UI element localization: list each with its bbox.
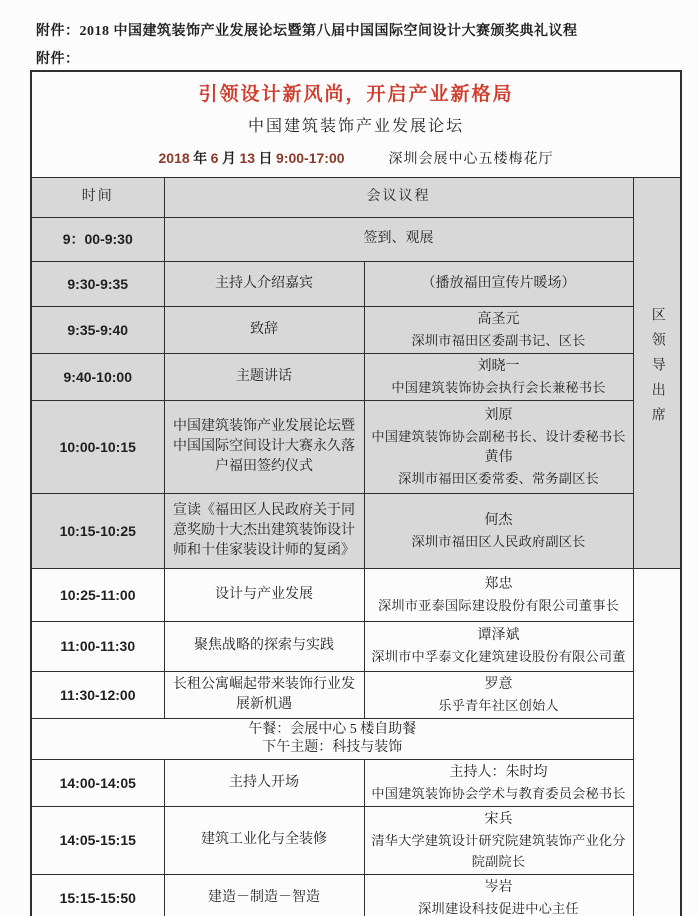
table-row (31, 759, 681, 806)
time-cell: 9:40-10:00 (31, 353, 164, 400)
speaker-cell (364, 621, 633, 671)
table-row (31, 493, 681, 568)
forum-slogan: 引领设计新风尚，开启产业新格局 (198, 83, 514, 105)
speaker-title: 中国建筑装饰协会执行会长兼秘书长 (391, 379, 606, 395)
topic-cell: 聚焦战略的探索与实践 (164, 621, 364, 671)
lunch-cell (31, 718, 633, 759)
time-cell: 14:00-14:05 (31, 759, 164, 806)
time-cell: 15:15-15:50 (31, 874, 164, 916)
col-header-program: 会议议程 (164, 177, 633, 217)
speaker-cell (364, 353, 633, 400)
table-row (31, 353, 681, 400)
topic-cell: 建筑工业化与全装修 (164, 806, 364, 874)
banner-datetime: 2018 年 6 月 13 日 9:00-17:00 (158, 149, 345, 167)
time-cell: 9：00-9:30 (31, 217, 164, 261)
speaker-name: 岑岩 (484, 879, 513, 895)
time-cell: 9:35-9:40 (31, 306, 164, 353)
topic-cell: 主题讲话 (164, 353, 364, 400)
time-cell: 14:05-15:15 (31, 806, 164, 874)
time-cell: 11:00-11:30 (31, 621, 164, 671)
topic-cell: 建造－制造－智造 (164, 874, 364, 916)
afternoon-theme-line: 下午主题：科技与装饰 (262, 739, 403, 755)
table-row (31, 217, 681, 261)
table-row (31, 806, 681, 874)
speaker-name: 刘原 (484, 407, 513, 423)
speaker-name: 黄伟 (484, 449, 513, 465)
speaker-title: 深圳建设科技促进中心主任 (418, 900, 579, 916)
topic-cell: 设计与产业发展 (164, 568, 364, 621)
topic-cell: 致辞 (164, 306, 364, 353)
speaker-cell (364, 400, 633, 493)
activity-cell: 签到、观展 (164, 217, 633, 261)
speaker-title: 中国建筑装饰协会副秘书长、设计委秘书长 (371, 428, 626, 444)
speaker-title: 乐乎青年社区创始人 (438, 697, 559, 713)
speaker-cell (364, 806, 633, 874)
time-cell: 9:30-9:35 (31, 261, 164, 306)
topic-cell: 长租公寓崛起带来装饰行业发展新机遇 (164, 671, 364, 718)
time-cell: 10:15-10:25 (31, 493, 164, 568)
lunch-row (31, 718, 681, 759)
topic-cell: 主持人介绍嘉宾 (164, 261, 364, 306)
time-cell: 10:25-11:00 (31, 568, 164, 621)
side-note-text: 区领导出席 (649, 306, 665, 432)
note-cell: （播放福田宣传片暖场） (364, 261, 633, 306)
agenda-table (30, 70, 682, 916)
lunch-line: 午餐：会展中心 5 楼自助餐 (248, 721, 417, 737)
time-cell: 11:30-12:00 (31, 671, 164, 718)
speaker-name: 郑忠 (484, 576, 513, 592)
speaker-cell (364, 671, 633, 718)
topic-cell: 中国建筑装饰产业发展论坛暨中国国际空间设计大赛永久落户福田签约仪式 (164, 400, 364, 493)
topic-cell: 宣读《福田区人民政府关于同意奖励十大杰出建筑装饰设计师和十佳家装设计师的复函》 (164, 493, 364, 568)
banner-cell (31, 71, 681, 177)
table-row (31, 671, 681, 718)
speaker-name: 谭泽斌 (477, 628, 520, 643)
table-row (31, 306, 681, 353)
speaker-name: 刘晓一 (477, 358, 520, 374)
speaker-title: 深圳市福田区委副书记、区长 (411, 332, 586, 348)
side-note-cell (633, 177, 681, 568)
forum-name: 中国建筑装饰产业发展论坛 (248, 117, 465, 135)
banner-venue: 深圳会展中心五楼梅花厅 (388, 151, 554, 167)
table-row (31, 261, 681, 306)
speaker-name: 主持人：朱时均 (449, 764, 548, 780)
speaker-cell (364, 568, 633, 621)
speaker-name: 宋兵 (484, 811, 513, 827)
speaker-cell (364, 306, 633, 353)
side-empty-cell (633, 568, 681, 916)
speaker-name: 高圣元 (477, 311, 520, 327)
speaker-title: 中国建筑装饰协会学术与教育委员会秘书长 (371, 785, 626, 801)
table-row (31, 568, 681, 621)
speaker-cell (364, 493, 633, 568)
table-row (31, 621, 681, 671)
speaker-title: 深圳市福田区人民政府副区长 (411, 533, 586, 549)
speaker-title: 清华大学建筑设计研究院建筑装饰产业化分院副院长 (371, 832, 626, 869)
speaker-cell (364, 874, 633, 916)
table-row (31, 874, 681, 916)
speaker-name: 罗意 (484, 676, 513, 692)
attachment-title-line: 附件：2018 中国建筑装饰产业发展论坛暨第八届中国国际空间设计大赛颁奖典礼议程 (36, 24, 578, 39)
date-venue-line (36, 148, 676, 170)
speaker-cell (364, 759, 633, 806)
time-cell: 10:00-10:15 (31, 400, 164, 493)
topic-cell: 主持人开场 (164, 759, 364, 806)
speaker-title: 深圳市中孚泰文化建筑建设股份有限公司董 (371, 649, 626, 664)
speaker-name: 何杰 (484, 512, 513, 528)
speaker-title: 深圳市福田区委常委、常务副区长 (398, 470, 599, 486)
table-row (31, 400, 681, 493)
speaker-title: 深圳市亚泰国际建设股份有限公司董事长 (378, 597, 619, 613)
col-header-time: 时间 (31, 177, 164, 217)
attachment-label: 附件： (36, 52, 80, 67)
